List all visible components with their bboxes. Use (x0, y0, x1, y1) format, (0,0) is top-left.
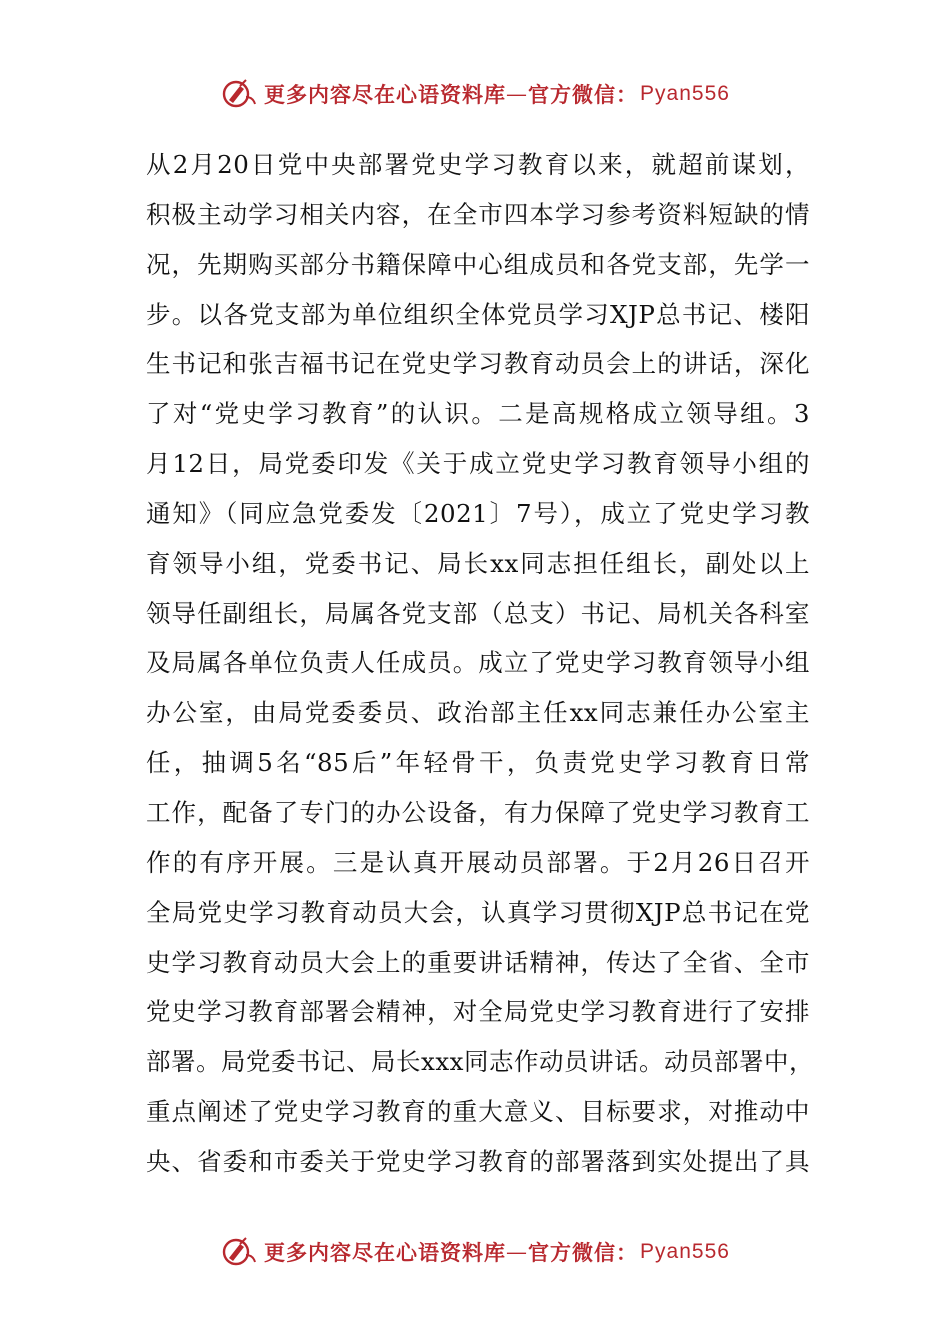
text-line: 央、省委和市委关于党史学习教育的部署落到实处提出了具 (146, 1146, 810, 1176)
header-wechat-id: Pyan556 (640, 82, 730, 105)
header-separator: — (506, 82, 529, 106)
footer-wechat-label: 官方微信： (528, 1240, 639, 1265)
text-line: 况，先期购买部分书籍保障中心组成员和各党支部，先学一 (146, 249, 810, 279)
text-line: 办公室，由局党委委员、政治部主任xx同志兼任办公室主 (146, 698, 810, 728)
text-line: 史学习教育动员大会上的重要讲话精神，传达了全省、全市 (146, 947, 810, 977)
footer-wechat-id: Pyan556 (640, 1240, 730, 1263)
text-line: 全局党史学习教育动员大会，认真学习贯彻XJP总书记在党 (146, 897, 810, 927)
footer-watermark (0, 1232, 950, 1272)
body-text (146, 140, 814, 1187)
text-line: 部署。局党委书记、局长xxx同志作动员讲话。动员部署中， (146, 1047, 814, 1077)
text-line: 领导任副组长，局属各党支部（总支）书记、局机关各科室 (146, 598, 810, 628)
text-line: 工作，配备了专门的办公设备，有力保障了党史学习教育工 (146, 797, 810, 827)
text-line: 党史学习教育部署会精神，对全局党史学习教育进行了安排 (146, 997, 810, 1027)
header-wechat-label: 官方微信： (528, 82, 639, 107)
text-line: 了对“党史学习教育”的认识。二是高规格成立领导组。3 (146, 399, 810, 429)
brand-logo-icon (220, 1235, 258, 1269)
text-line: 积极主动学习相关内容，在全市四本学习参考资料短缺的情 (146, 199, 810, 229)
brand-logo-icon (220, 77, 258, 111)
text-line: 育领导小组，党委书记、局长xx同志担任组长，副处以上 (146, 548, 810, 578)
text-line: 从2月20日党中央部署党史学习教育以来，就超前谋划， (146, 150, 810, 179)
text-line: 月12日，局党委印发《关于成立党史学习教育领导小组的 (146, 449, 810, 479)
footer-separator: — (506, 1240, 529, 1264)
text-line: 步。以各党支部为单位组织全体党员学习XJP总书记、楼阳 (146, 299, 810, 329)
header-watermark (0, 74, 950, 114)
text-line: 及局属各单位负责人任成员。成立了党史学习教育领导小组 (146, 648, 810, 678)
text-line: 作的有序开展。三是认真开展动员部署。于2月26日召开 (146, 847, 810, 877)
text-line: 通知》（同应急党委发〔2021〕7号），成立了党史学习教 (146, 498, 810, 528)
text-line: 重点阐述了党史学习教育的重大意义、目标要求，对推动中 (146, 1097, 810, 1127)
text-line: 任，抽调5名“85后”年轻骨干，负责党史学习教育日常 (146, 748, 810, 778)
text-line: 生书记和张吉福书记在党史学习教育动员会上的讲话，深化 (146, 349, 810, 379)
footer-brand-text: 更多内容尽在心语资料库 (264, 1240, 507, 1265)
header-brand-text: 更多内容尽在心语资料库 (264, 82, 507, 107)
